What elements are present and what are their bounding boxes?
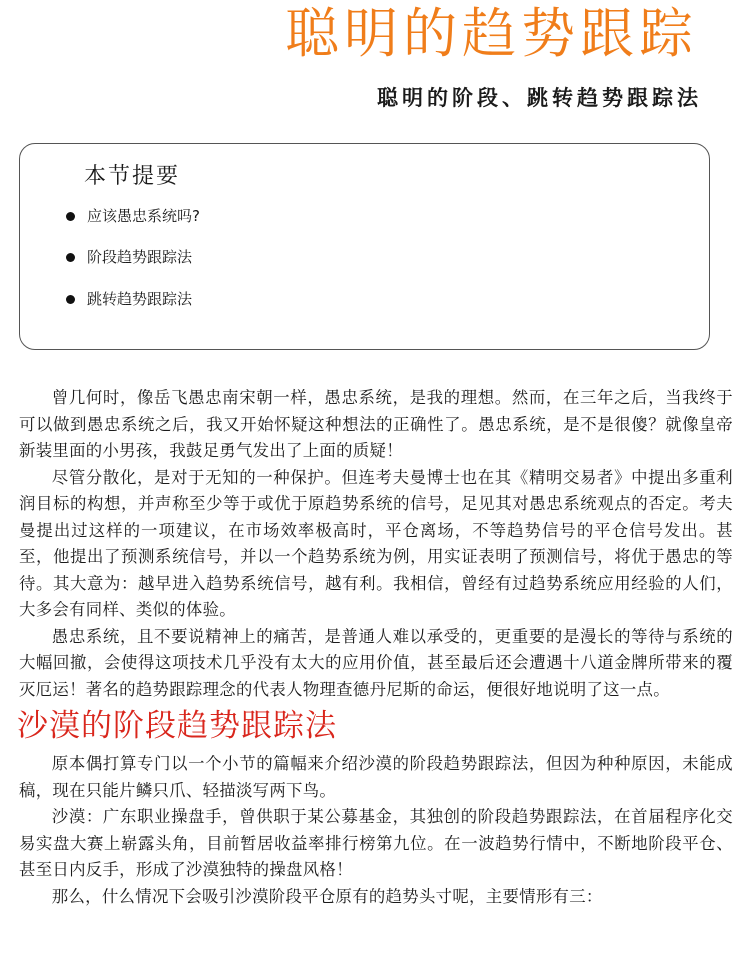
bullet-icon — [66, 253, 75, 262]
section-paragraph: 原本偶打算专门以一个小节的篇幅来介绍沙漠的阶段趋势跟踪法，但因为种种原因，未能成稿，现在只能片鳞只爪、轻描淡写两下鸟。 — [19, 754, 733, 800]
summary-item-label: 跳转趋势跟踪法 — [87, 290, 193, 308]
body-paragraph: 尽管分散化，是对于无知的一种保护。但连考夫曼博士也在其《精明交易者》中提出多重利润目标的构想，并声称至少等于或优于原趋势系统的信号，足见其对愚忠系统观点的否定。考夫曼提出过这样的一项建议，在市场效率极高时，平仓离场，不等趋势信号的平仓信号发出。甚至，他提出了预测系统信号，并以一个趋势系统为例，用实证表明了预测信号，将优于愚忠的等待。其大意为：越早进入趋势系统信号，越有利。我相信，曾经有过趋势系统应用经验的人们，大多会有同样、类似的体验。 — [19, 467, 733, 619]
bullet-icon — [66, 295, 75, 304]
summary-item — [66, 292, 192, 307]
bullet-icon — [66, 212, 75, 221]
body-text — [19, 385, 733, 910]
summary-title: 本节提要 — [84, 164, 181, 189]
page-subtitle: 聪明的阶段、跳转趋势跟踪法 — [377, 86, 702, 110]
section-paragraph: 那么，什么情况下会吸引沙漠阶段平仓原有的趋势头寸呢，主要情形有三： — [51, 886, 603, 906]
section-paragraph: 沙漠：广东职业操盘手，曾供职于某公募基金，其独创的阶段趋势跟踪法，在首届程序化交易实盘大赛上崭露头角，目前暂居收益率排行榜第九位。在一波趋势行情中，不断地阶段平仓、甚至日内反手，形成了沙漠独特的操盘风格！ — [19, 807, 733, 879]
body-paragraph: 愚忠系统，且不要说精神上的痛苦，是普通人难以承受的，更重要的是漫长的等待与系统的大幅回撤，会使得这项技术几乎没有太大的应用价值，甚至最后还会遭遇十八道金牌所带来的覆灭厄运！著名的趋势跟踪理念的代表人物理查德丹尼斯的命运，便很好地说明了这一点。 — [19, 626, 733, 699]
summary-box — [19, 143, 710, 350]
summary-item — [66, 209, 200, 224]
page-title: 聪明的趋势跟踪 — [285, 2, 698, 65]
section-heading: 沙漠的阶段趋势跟踪法 — [17, 708, 337, 744]
summary-item — [66, 250, 192, 265]
body-paragraph: 曾几何时，像岳飞愚忠南宋朝一样，愚忠系统，是我的理想。然而，在三年之后，当我终于可以做到愚忠系统之后，我又开始怀疑这种想法的正确性了。愚忠系统，是不是很傻？就像皇帝新装里面的小男孩，我鼓足勇气发出了上面的质疑！ — [19, 388, 733, 460]
summary-item-label: 阶段趋势跟踪法 — [87, 248, 193, 266]
summary-item-label: 应该愚忠系统吗? — [87, 207, 200, 225]
